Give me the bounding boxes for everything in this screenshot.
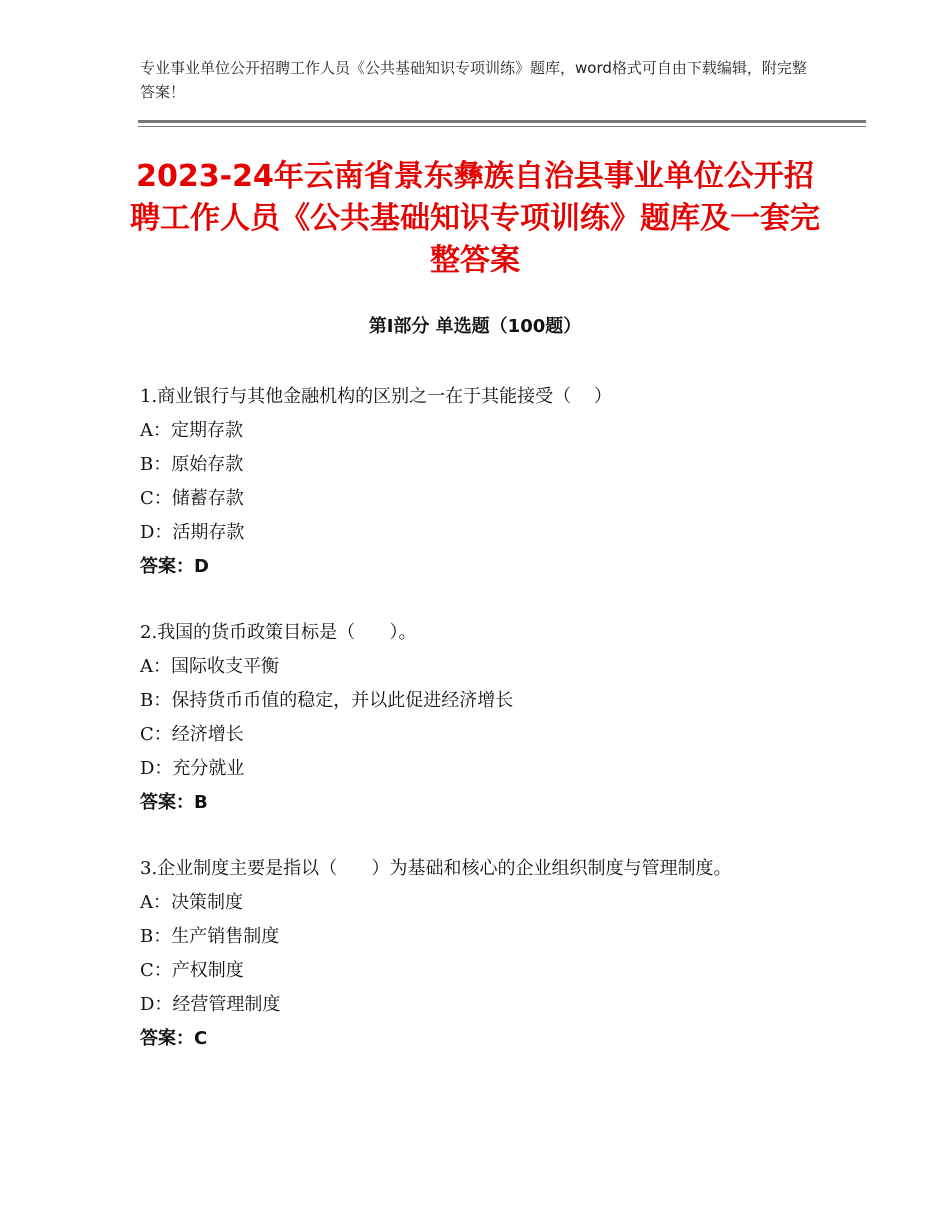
question-text: 2.我国的货币政策目标是（ ）。 [140, 622, 417, 643]
header-note: 专业事业单位公开招聘工作人员《公共基础知识专项训练》题库，word格式可自由下载编辑，附完整答案！ [140, 59, 807, 101]
question-2 [140, 616, 800, 820]
option-d: D：活期存款 [140, 522, 245, 543]
option-c: C：储蓄存款 [140, 488, 244, 509]
option-b: B：原始存款 [140, 454, 244, 475]
option-c: C：经济增长 [140, 724, 244, 745]
answer-label: 答案：C [140, 1028, 208, 1049]
header-divider-thin [138, 126, 866, 127]
option-d: D：充分就业 [140, 758, 245, 779]
question-3 [140, 852, 800, 1056]
question-list [140, 380, 800, 1088]
question-1 [140, 380, 800, 584]
option-b: B：生产销售制度 [140, 926, 280, 947]
answer-label: 答案：B [140, 792, 208, 813]
option-d: D：经营管理制度 [140, 994, 281, 1015]
option-a: A：国际收支平衡 [140, 656, 279, 677]
question-text: 3.企业制度主要是指以（ ）为基础和核心的企业组织制度与管理制度。 [140, 858, 732, 879]
option-a: A：决策制度 [140, 892, 243, 913]
section-title: 第Ⅰ部分 单选题（100题） [368, 316, 582, 337]
answer-label: 答案：D [140, 556, 209, 577]
option-c: C：产权制度 [140, 960, 244, 981]
header-divider-thick [138, 120, 866, 123]
option-a: A：定期存款 [140, 420, 243, 441]
question-text: 1.商业银行与其他金融机构的区别之一在于其能接受（ ） [140, 386, 613, 407]
option-b: B：保持货币币值的稳定，并以此促进经济增长 [140, 690, 514, 711]
document-title: 2023-24年云南省景东彝族自治县事业单位公开招聘工作人员《公共基础知识专项训练》题库及一套完整答案 [130, 159, 820, 278]
